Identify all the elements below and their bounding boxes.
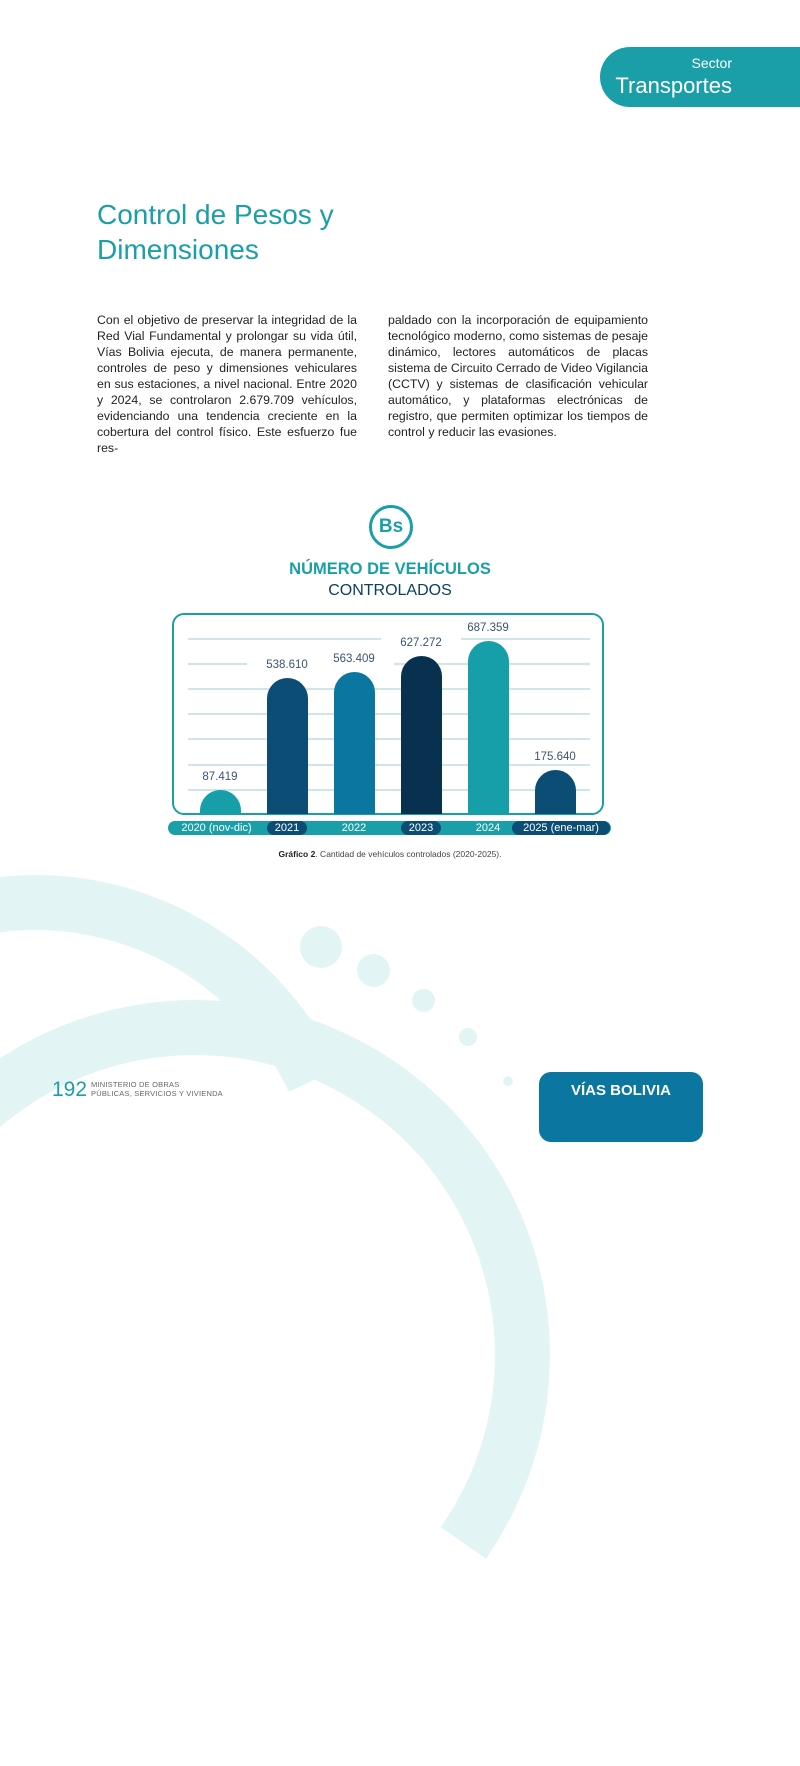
sector-name: Transportes bbox=[615, 73, 732, 98]
body-column-1: Con el objetivo de preservar la integridad de la Red Vial Fundamental y prolongar su vida útil, Vías Bolivia ejecuta, de manera permanente, controles de peso y dimensiones vehiculares en sus estaciones, a nivel nacional. Entre 2020 y 2024, se controlaron 2.679.709 vehículos, evidenciando una tendencia creciente en la cobertura del control físico. Este esfuerzo fue res- bbox=[97, 313, 357, 455]
bar-value-label: 87.419 bbox=[180, 771, 260, 783]
decorative-dot bbox=[459, 1028, 477, 1046]
bar-2022 bbox=[334, 672, 375, 814]
chart-subtitle: CONTROLADOS bbox=[328, 582, 452, 599]
bar-2024 bbox=[468, 641, 509, 814]
bar-value-label: 175.640 bbox=[525, 751, 585, 763]
ministry-name bbox=[91, 1080, 223, 1098]
gridline bbox=[188, 738, 590, 740]
bar-value-label: 538.610 bbox=[247, 659, 327, 671]
x-axis-label: 2024 bbox=[475, 822, 501, 834]
bs-currency-icon: Bs bbox=[369, 505, 413, 549]
bar-2021 bbox=[267, 678, 308, 814]
brand-tab: VÍAS BOLIVIA bbox=[539, 1072, 703, 1142]
decorative-arc-inner bbox=[0, 944, 606, 1766]
gridline bbox=[188, 764, 590, 766]
x-axis-label: 2020 (nov-dic) bbox=[181, 822, 252, 834]
caption-label: Gráfico 2 bbox=[278, 849, 316, 859]
bar-2023 bbox=[401, 656, 442, 814]
gridline bbox=[188, 713, 590, 715]
body-column-2: paldado con la incorporación de equipamiento tecnológico moderno, como sistemas de pesaje dinámico, lectores automáticos de placas sistema de Circuito Cerrado de Video Vigilancia (CCTV) y sistemas de clasificación vehicular automático, y plataformas electrónicas de registro, que permiten optimizar los tiempos de control y reducir las evasiones. bbox=[388, 313, 648, 439]
decorative-dot bbox=[300, 926, 342, 968]
sector-tab bbox=[600, 47, 800, 107]
x-axis-label: 2022 bbox=[341, 822, 367, 834]
caption-text: . Cantidad de vehículos controlados (2020-2025). bbox=[315, 849, 502, 859]
sector-label: Sector bbox=[691, 55, 732, 71]
ministry-line-2: PÚBLICAS, SERVICIOS Y VIVIENDA bbox=[91, 1089, 223, 1098]
ministry-line-1: MINISTERIO DE OBRAS bbox=[91, 1080, 180, 1089]
x-axis-label: 2025 (ene-mar) bbox=[512, 821, 610, 835]
gridline bbox=[188, 688, 590, 690]
bar-value-label: 687.359 bbox=[448, 622, 528, 634]
bar-value-label: 563.409 bbox=[314, 653, 394, 665]
decorative-dot bbox=[357, 954, 390, 987]
x-axis-label: 2021 bbox=[267, 821, 307, 835]
bar-value-label: 627.272 bbox=[381, 637, 461, 649]
chart-title: NÚMERO DE VEHÍCULOS bbox=[289, 560, 491, 578]
decorative-dot bbox=[412, 989, 435, 1012]
chart-caption bbox=[0, 849, 780, 859]
x-axis-label: 2023 bbox=[401, 821, 441, 835]
decorative-dot bbox=[503, 1076, 513, 1086]
bar-2025 bbox=[535, 770, 576, 814]
page-number: 192 bbox=[52, 1078, 88, 1101]
gridline bbox=[188, 789, 590, 791]
page-title: Control de Pesos y Dimensiones bbox=[97, 199, 334, 265]
